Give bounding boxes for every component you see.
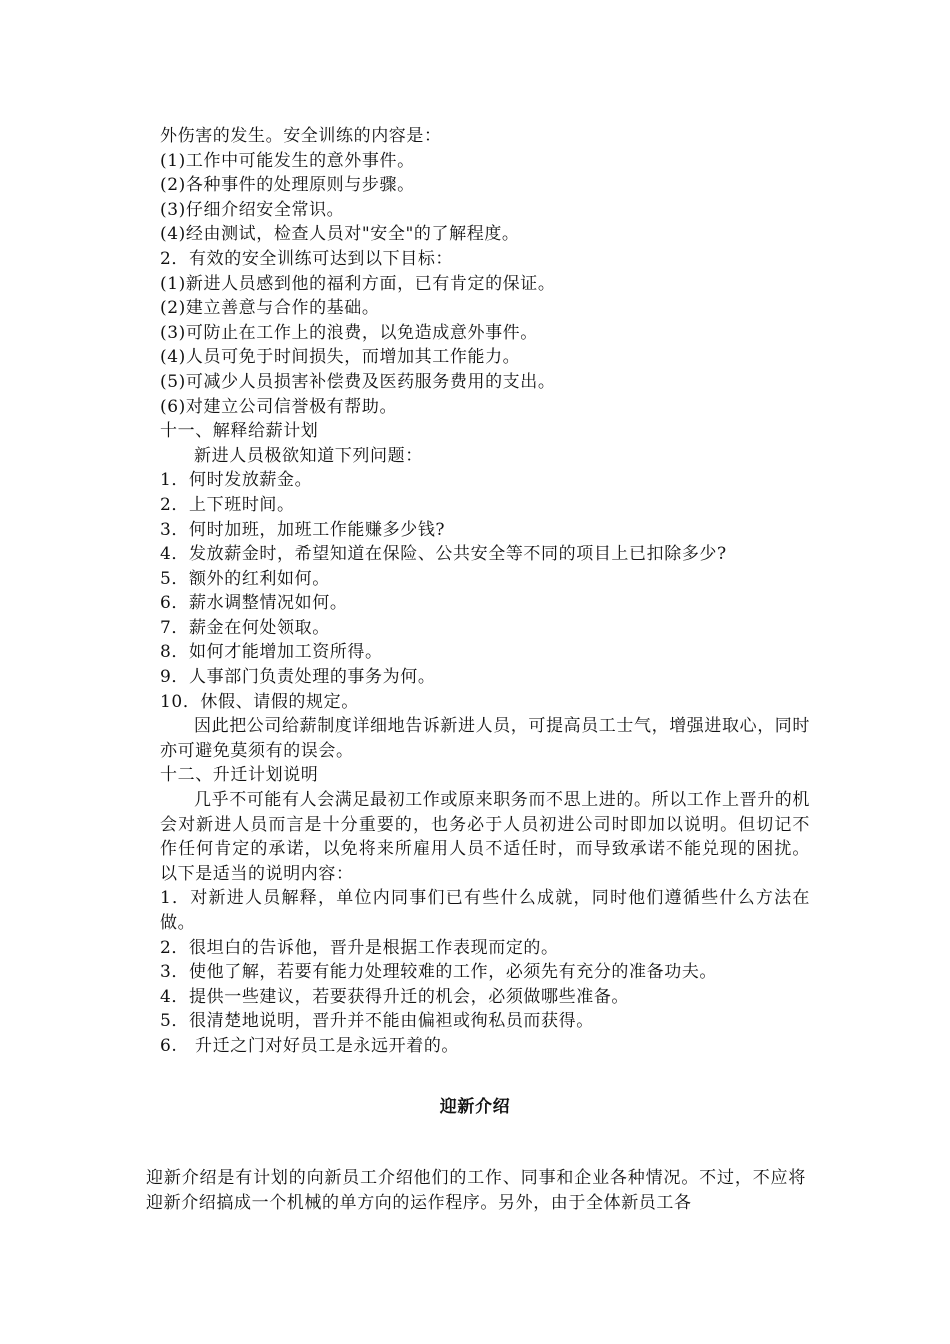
list-item: 10．休假、请假的规定。 <box>160 691 359 712</box>
list-item: 6．薪水调整情况如何。 <box>160 593 348 614</box>
list-item: 1．何时发放薪金。 <box>160 470 313 491</box>
list-item: 9．人事部门负责处理的事务为何。 <box>160 667 436 688</box>
list-item: 5．很清楚地说明，晋升并不能由偏袒或徇私员而获得。 <box>160 1011 594 1032</box>
list-item: 3．使他了解，若要有能力处理较难的工作，必须先有充分的准备功夫。 <box>160 962 718 983</box>
list-item: 4．提供一些建议，若要获得升迁的机会，必须做哪些准备。 <box>160 986 630 1007</box>
list-item: (6)对建立公司信誉极有帮助。 <box>160 396 398 417</box>
section-heading-salary: 十一、解释给薪计划 <box>160 421 319 442</box>
section-title: 迎新介绍 <box>439 1097 511 1117</box>
list-item: (5)可减少人员损害补偿费及医药服务费用的支出。 <box>160 371 556 392</box>
section-heading-promotion: 十二、升迁计划说明 <box>160 765 319 786</box>
list-item: 4．发放薪金时，希望知道在保险、公共安全等不同的项目上已扣除多少? <box>160 544 727 565</box>
list-item: 2．上下班时间。 <box>160 494 295 515</box>
text-line: 外伤害的发生。安全训练的内容是： <box>160 126 442 146</box>
list-item: (3)仔细介绍安全常识。 <box>160 199 345 220</box>
list-item: 1．对新进人员解释，单位内同事们已有些什么成就，同时他们遵循些什么方法在做。 <box>160 888 810 933</box>
list-item: 5．额外的红利如何。 <box>160 568 330 589</box>
list-item: (1)新进人员感到他的福利方面，已有肯定的保证。 <box>160 273 556 294</box>
list-item: (1)工作中可能发生的意外事件。 <box>160 150 415 171</box>
list-item: (2)建立善意与合作的基础。 <box>160 298 380 319</box>
list-item: (4)经由测试，检查人员对"安全"的了解程度。 <box>160 224 520 245</box>
list-item: 8．如何才能增加工资所得。 <box>160 642 383 663</box>
list-item: (4)人员可免于时间损失，而增加其工作能力。 <box>160 347 521 368</box>
subheading: 2．有效的安全训练可达到以下目标： <box>160 248 454 269</box>
list-item: 7．薪金在何处领取。 <box>160 617 330 638</box>
list-item: (2)各种事件的处理原则与步骤。 <box>160 175 415 196</box>
salary-summary: 因此把公司给薪制度详细地告诉新进人员，可提高员工士气，增强进取心，同时亦可避免莫须有的误会。 <box>160 716 810 761</box>
salary-intro: 新进人员极欲知道下列问题： <box>194 445 423 466</box>
list-item: 6. 升迁之门对好员工是永远开着的。 <box>160 1035 460 1056</box>
list-item: 2．很坦白的告诉他，晋升是根据工作表现而定的。 <box>160 937 559 958</box>
list-item: 3．何时加班，加班工作能赚多少钱? <box>160 519 446 540</box>
body-text-upper <box>160 124 810 1059</box>
section-paragraph: 迎新介绍是有计划的向新员工介绍他们的工作、同事和企业各种情况。不过，不应将迎新介绍搞成一个机械的单方向的运作程序。另外，由于全体新员工各 <box>146 1168 806 1213</box>
promotion-paragraph: 几乎不可能有人会满足最初工作或原来职务而不思上进的。所以工作上晋升的机会对新进人员而言是十分重要的，也务必于人员初进公司时即加以说明。但切记不作任何肯定的承诺，以免将来所雇用人员不适任时，而导致承诺不能兑现的困扰。以下是适当的说明内容： <box>160 790 810 884</box>
list-item: (3)可防止在工作上的浪费，以免造成意外事件。 <box>160 322 538 343</box>
